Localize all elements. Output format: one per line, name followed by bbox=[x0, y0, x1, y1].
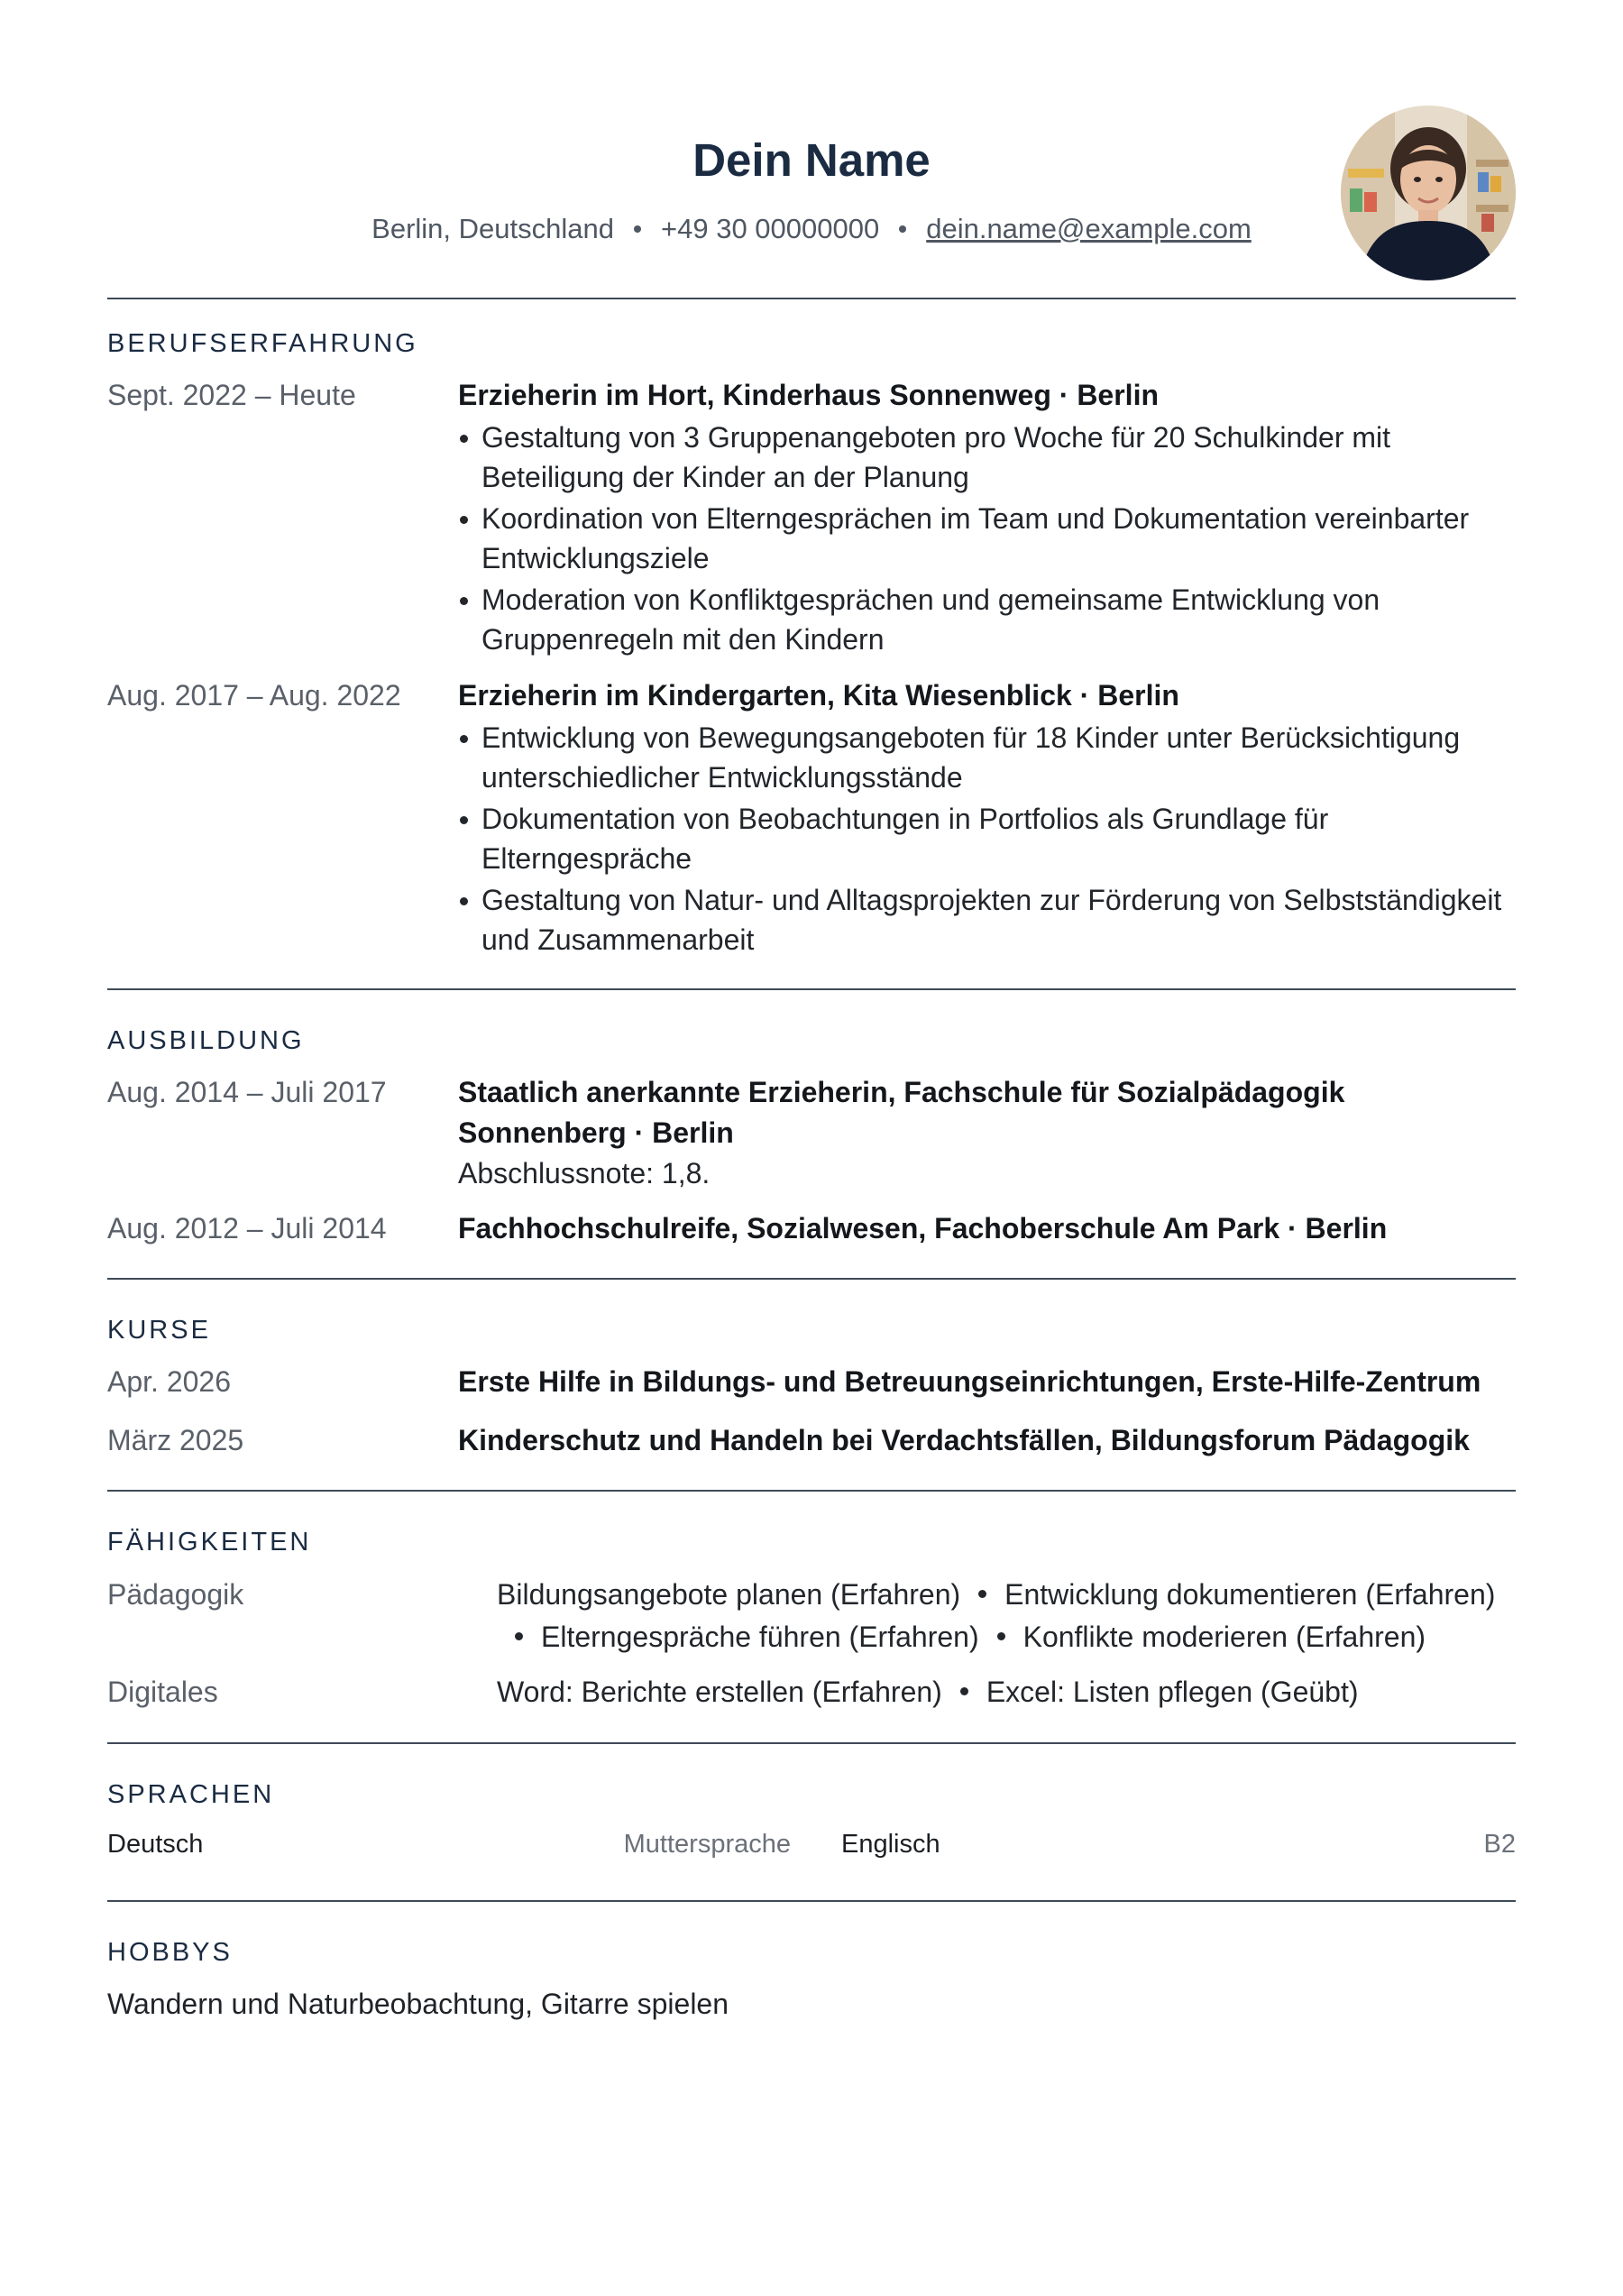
skill-item: Konflikte moderieren (Erfahren) bbox=[1022, 1621, 1426, 1653]
email-link[interactable]: dein.name@example.com bbox=[926, 213, 1252, 244]
section-education bbox=[107, 990, 1516, 1278]
section-title: KURSE bbox=[107, 1316, 211, 1345]
course-entry bbox=[107, 1420, 1516, 1461]
section-title: BERUFSERFAHRUNG bbox=[107, 329, 418, 358]
entry-bullets bbox=[458, 418, 1516, 659]
course-entry bbox=[107, 1362, 1516, 1402]
phone[interactable]: +49 30 00000000 bbox=[661, 213, 880, 244]
language-name: Englisch bbox=[841, 1830, 940, 1859]
experience-entry bbox=[107, 675, 1516, 961]
skill-item: Bildungsangebote planen (Erfahren) bbox=[497, 1578, 961, 1611]
language-item bbox=[841, 1826, 1516, 1862]
entry-date: Apr. 2026 bbox=[107, 1365, 231, 1398]
entry-role: Erste Hilfe in Bildungs- und Betreuungseinrichtungen, Erste-Hilfe-Zentrum bbox=[458, 1365, 1481, 1398]
entry-role: Staatlich anerkannte Erzieherin, Fachschule für Sozialpädagogik Sonnenberg · Berlin bbox=[458, 1076, 1345, 1149]
bullet-item: Koordination von Elterngesprächen im Team und Dokumentation vereinbarter Entwicklungsziele bbox=[458, 499, 1516, 578]
section-courses bbox=[107, 1280, 1516, 1490]
entry-date: Aug. 2014 – Juli 2017 bbox=[107, 1076, 387, 1108]
entry-role: Kinderschutz und Handeln bei Verdachtsfällen, Bildungsforum Pädagogik bbox=[458, 1424, 1470, 1456]
skill-items bbox=[497, 1671, 1516, 1713]
language-name: Deutsch bbox=[107, 1830, 204, 1859]
section-title: FÄHIGKEITEN bbox=[107, 1528, 312, 1557]
bullet-item: Moderation von Konfliktgesprächen und gemeinsame Entwicklung von Gruppenregeln mit den Kindern bbox=[458, 580, 1516, 659]
entry-date: Sept. 2022 – Heute bbox=[107, 379, 356, 411]
hobbies-text: Wandern und Naturbeobachtung, Gitarre spielen bbox=[107, 1988, 729, 2020]
section-title: AUSBILDUNG bbox=[107, 1026, 305, 1055]
resume-header bbox=[107, 0, 1516, 298]
skill-group bbox=[107, 1671, 1516, 1713]
bullet-item: Gestaltung von 3 Gruppenangeboten pro Woche für 20 Schulkinder mit Beteiligung der Kinder an der Planung bbox=[458, 418, 1516, 497]
entry-date: Aug. 2017 – Aug. 2022 bbox=[107, 679, 401, 712]
language-level: B2 bbox=[1483, 1830, 1516, 1859]
separator-dot bbox=[515, 1632, 523, 1640]
section-skills bbox=[107, 1492, 1516, 1742]
bullet-item: Dokumentation von Beobachtungen in Portfolios als Grundlage für Elterngespräche bbox=[458, 799, 1516, 878]
section-title: HOBBYS bbox=[107, 1938, 233, 1967]
profile-photo bbox=[1341, 106, 1516, 280]
person-name: Dein Name bbox=[692, 134, 931, 186]
entry-bullets bbox=[458, 718, 1516, 960]
skill-item: Excel: Listen pflegen (Geübt) bbox=[986, 1676, 1359, 1708]
education-entry bbox=[107, 1208, 1516, 1249]
bullet-item: Gestaltung von Natur- und Alltagsprojekten zur Förderung von Selbstständigkeit und Zusammenarbeit bbox=[458, 880, 1516, 960]
entry-role: Erzieherin im Hort, Kinderhaus Sonnenweg · Berlin bbox=[458, 379, 1159, 411]
skill-category: Pädagogik bbox=[107, 1578, 244, 1611]
skill-item: Word: Berichte erstellen (Erfahren) bbox=[497, 1676, 942, 1708]
skill-item: Entwicklung dokumentieren (Erfahren) bbox=[1004, 1578, 1496, 1611]
entry-date: Aug. 2012 – Juli 2014 bbox=[107, 1212, 387, 1244]
profile-photo-image bbox=[1341, 106, 1516, 280]
section-languages bbox=[107, 1744, 1516, 1900]
section-experience bbox=[107, 299, 1516, 988]
separator-dot bbox=[634, 225, 641, 233]
skill-category: Digitales bbox=[107, 1676, 218, 1708]
entry-role: Erzieherin im Kindergarten, Kita Wiesenblick · Berlin bbox=[458, 679, 1179, 712]
entry-role: Fachhochschulreife, Sozialwesen, Fachoberschule Am Park · Berlin bbox=[458, 1212, 1388, 1244]
language-list bbox=[107, 1826, 1516, 1862]
separator-dot bbox=[899, 225, 906, 233]
skill-group bbox=[107, 1574, 1516, 1658]
separator-dot bbox=[960, 1687, 968, 1695]
skill-item: Elterngespräche führen (Erfahren) bbox=[541, 1621, 979, 1653]
entry-date: März 2025 bbox=[107, 1424, 244, 1456]
language-level: Muttersprache bbox=[623, 1830, 791, 1859]
education-entry bbox=[107, 1072, 1516, 1194]
experience-entry bbox=[107, 375, 1516, 661]
bullet-item: Entwicklung von Bewegungsangeboten für 18 Kinder unter Berücksichtigung unterschiedlicher Entwicklungsstände bbox=[458, 718, 1516, 797]
skill-items bbox=[497, 1574, 1516, 1658]
section-title: SPRACHEN bbox=[107, 1780, 275, 1809]
entry-note: Abschlussnote: 1,8. bbox=[458, 1157, 711, 1189]
language-item bbox=[107, 1826, 791, 1862]
separator-dot bbox=[978, 1590, 986, 1598]
section-hobbies bbox=[107, 1902, 1516, 2024]
contact-line bbox=[107, 213, 1516, 245]
location: Berlin, Deutschland bbox=[371, 213, 614, 244]
separator-dot bbox=[997, 1632, 1005, 1640]
